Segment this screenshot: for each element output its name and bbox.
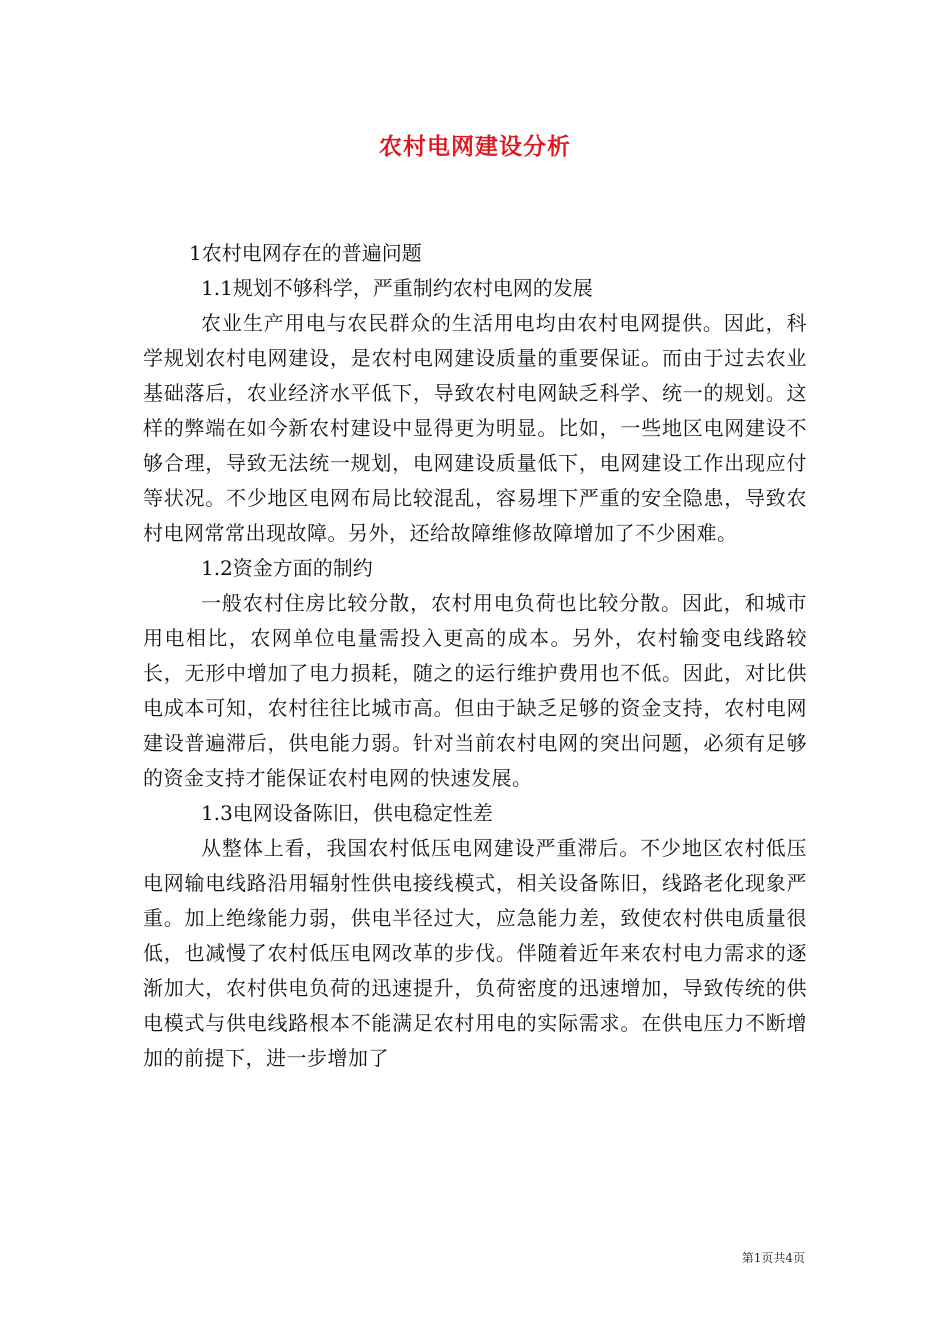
page-number-footer: 第1页共4页 [741,1251,805,1265]
paragraph-1-3: 从整体上看，我国农村低压电网建设严重滞后。不少地区农村低压电网输电线路沿用辐射性供电接线模式，相关设备陈旧，线路老化现象严重。加上绝缘能力弱，供电半径过大，应急能力差，致使农村供电质量很低，也减慢了农村低压电网改革的步伐。伴随着近年来农村电力需求的逐渐加大，农村供电负荷的迅速提升，负荷密度的迅速增加，导致传统的供电模式与供电线路根本不能满足农村用电的实际需求。在供电压力不断增加的前提下，进一步增加了 [143,836,807,1070]
section-heading-1-2: 1.2资金方面的制约 [201,556,373,580]
document-title: 农村电网建设分析 [379,133,571,160]
section-heading-1: 1农村电网存在的普遍问题 [189,241,422,265]
paragraph-1-2: 一般农村住房比较分散，农村用电负荷也比较分散。因此，和城市用电相比，农网单位电量需投入更高的成本。另外，农村输变电线路较长，无形中增加了电力损耗，随之的运行维护费用也不低。因此，对比供电成本可知，农村往往比城市高。但由于缺乏足够的资金支持，农村电网建设普遍滞后，供电能力弱。针对当前农村电网的突出问题，必须有足够的资金支持才能保证农村电网的快速发展。 [143,591,807,790]
section-heading-1-1: 1.1规划不够科学，严重制约农村电网的发展 [201,276,593,300]
document-body [143,236,807,1076]
paragraph-1-1: 农业生产用电与农民群众的生活用电均由农村电网提供。因此，科学规划农村电网建设，是农村电网建设质量的重要保证。而由于过去农业基础落后，农业经济水平低下，导致农村电网缺乏科学、统一的规划。这样的弊端在如今新农村建设中显得更为明显。比如，一些地区电网建设不够合理，导致无法统一规划，电网建设质量低下，电网建设工作出现应付等状况。不少地区电网布局比较混乱，容易埋下严重的安全隐患，导致农村电网常常出现故障。另外，还给故障维修故障增加了不少困难。 [143,311,807,545]
section-heading-1-3: 1.3电网设备陈旧，供电稳定性差 [201,801,493,825]
